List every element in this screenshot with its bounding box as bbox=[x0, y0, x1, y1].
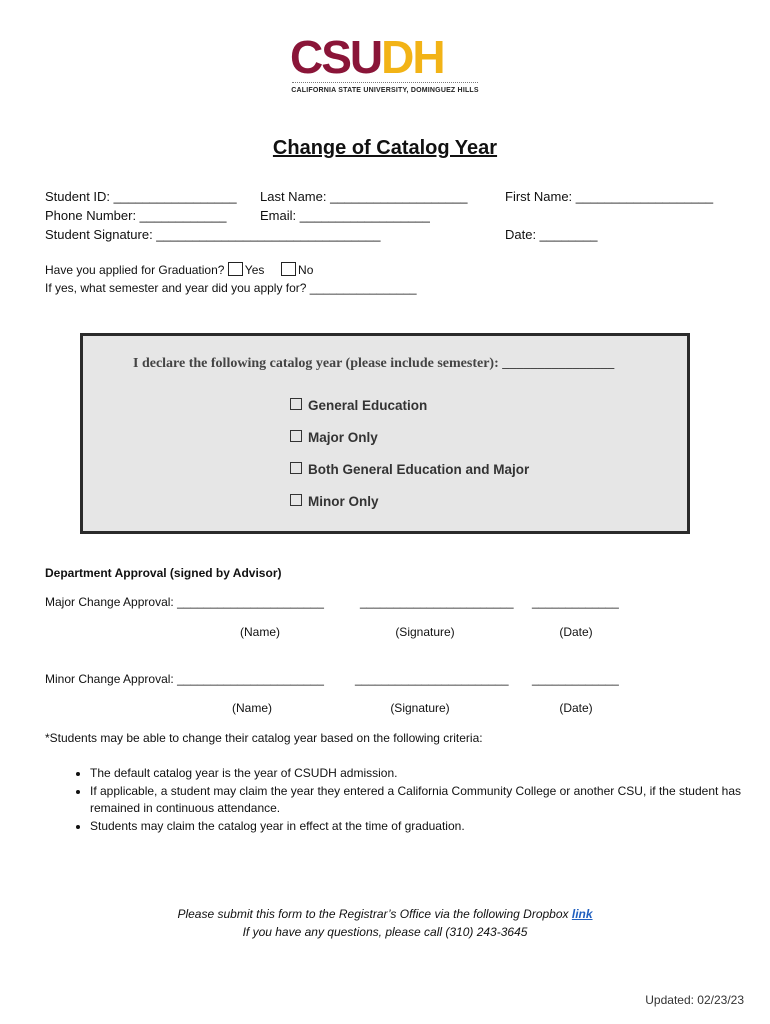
criteria-list bbox=[44, 765, 770, 835]
criteria-intro: *Students may be able to change their catalog year based on the following criteria: bbox=[45, 731, 483, 745]
questions-contact: If you have any questions, please call (310) 243-3645 bbox=[242, 925, 528, 939]
major-approval-date-field[interactable]: _____________ bbox=[532, 595, 619, 609]
major-approval-name-field[interactable]: Major Change Approval: ______________________ bbox=[45, 595, 324, 609]
minor-approval-date-field[interactable]: _____________ bbox=[532, 672, 619, 686]
graduation-question: Have you applied for Graduation? bbox=[45, 263, 225, 277]
logo-subtitle: CALIFORNIA STATE UNIVERSITY, DOMINGUEZ HILLS bbox=[291, 87, 479, 94]
submit-text: Please submit this form to the Registrar’s Office via the following Dropbox bbox=[177, 907, 569, 921]
graduation-yes-checkbox[interactable] bbox=[228, 262, 243, 276]
checkbox-icon[interactable] bbox=[290, 462, 302, 474]
submit-instructions bbox=[0, 905, 770, 923]
signature-field[interactable]: Student Signature: _______________________________ bbox=[45, 227, 381, 242]
option-label: Minor Only bbox=[308, 494, 379, 509]
criteria-item: • The default catalog year is the year of CSUDH admission. bbox=[90, 765, 770, 783]
logo-divider bbox=[292, 82, 478, 83]
criteria-item: • If applicable, a student may claim the year they entered a California Community College or another CSU, if the student has remained in continuous attendance. bbox=[90, 783, 770, 818]
logo-wordmark bbox=[290, 31, 444, 83]
checkbox-icon[interactable] bbox=[290, 494, 302, 506]
graduation-followup[interactable]: If yes, what semester and year did you apply for? ________________ bbox=[45, 281, 417, 295]
student-id-field[interactable]: Student ID: _________________ bbox=[45, 189, 237, 204]
major-approval-signature-field[interactable]: _______________________ bbox=[360, 595, 514, 609]
graduation-no-checkbox[interactable] bbox=[281, 262, 296, 276]
catalog-declaration-box bbox=[80, 333, 690, 534]
declaration-statement[interactable]: I declare the following catalog year (please include semester): ________________ bbox=[133, 356, 615, 371]
minor-date-caption: (Date) bbox=[559, 701, 593, 715]
option-label: General Education bbox=[308, 398, 428, 413]
option-both[interactable] bbox=[290, 462, 529, 477]
phone-field[interactable]: Phone Number: ____________ bbox=[45, 208, 227, 223]
graduation-no-label: No bbox=[298, 263, 314, 277]
checkbox-icon[interactable] bbox=[290, 398, 302, 410]
email-field[interactable]: Email: __________________ bbox=[260, 208, 430, 223]
option-major-only[interactable] bbox=[290, 430, 378, 445]
major-name-caption: (Name) bbox=[239, 625, 280, 639]
dropbox-link[interactable]: link bbox=[571, 907, 593, 921]
graduation-yes-label: Yes bbox=[244, 263, 265, 277]
major-date-caption: (Date) bbox=[559, 625, 593, 639]
criteria-item: • Students may claim the catalog year in effect at the time of graduation. bbox=[90, 818, 770, 836]
option-label: Major Only bbox=[308, 430, 378, 445]
approval-heading: Department Approval (signed by Advisor) bbox=[45, 566, 282, 580]
option-minor-only[interactable] bbox=[290, 494, 379, 509]
logo-letters-dh: DH bbox=[381, 31, 444, 83]
minor-approval-signature-field[interactable]: _______________________ bbox=[355, 672, 509, 686]
option-general-education[interactable] bbox=[290, 398, 427, 413]
major-signature-caption: (Signature) bbox=[395, 625, 455, 639]
updated-date: Updated: 02/23/23 bbox=[645, 993, 744, 1007]
minor-name-caption: (Name) bbox=[231, 701, 272, 715]
last-name-field[interactable]: Last Name: ___________________ bbox=[260, 189, 468, 204]
checkbox-icon[interactable] bbox=[290, 430, 302, 442]
first-name-field[interactable]: First Name: ___________________ bbox=[505, 189, 714, 204]
option-label: Both General Education and Major bbox=[308, 462, 530, 477]
form-title: Change of Catalog Year bbox=[272, 137, 498, 159]
date-field[interactable]: Date: ________ bbox=[505, 227, 598, 242]
minor-signature-caption: (Signature) bbox=[390, 701, 450, 715]
csudh-logo bbox=[290, 31, 480, 100]
minor-approval-name-field[interactable]: Minor Change Approval: ______________________ bbox=[45, 672, 324, 686]
graduation-question-row bbox=[45, 262, 313, 278]
logo-letters-csu: CSU bbox=[290, 31, 382, 83]
